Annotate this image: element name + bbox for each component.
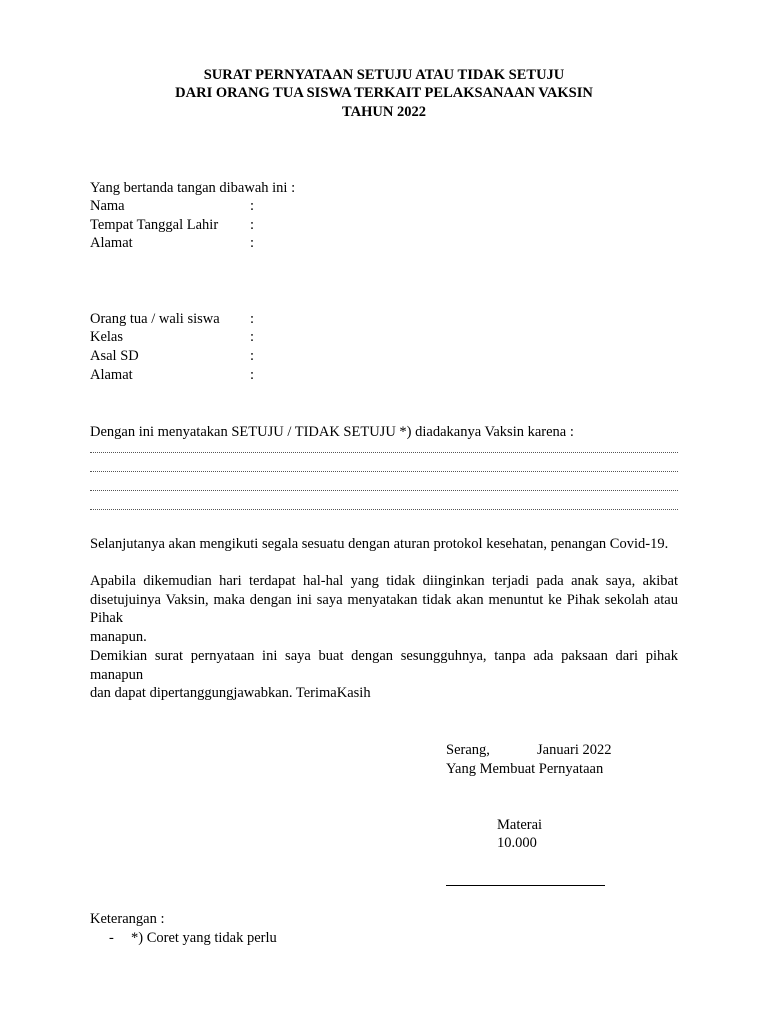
dotted-fill-line xyxy=(90,452,678,453)
field-colon: : xyxy=(250,198,255,214)
paragraph-liability xyxy=(90,572,678,646)
paragraph-liability-end: manapun. xyxy=(90,628,147,645)
field-label-alamat-siswa: Alamat xyxy=(90,367,133,383)
paragraph-liability-body: Apabila dikemudian hari terdapat hal-hal yang tidak diinginkan terjadi pada anak saya, akibat disetujuinya Vaksin, maka dengan ini saya menyatakan tidak akan menuntut ke Pihak sekolah atau Pihak xyxy=(90,573,678,626)
dotted-fill-line xyxy=(90,490,678,491)
field-colon: : xyxy=(250,217,255,233)
notes-bullet: - xyxy=(109,930,114,946)
field-label-orang-tua: Orang tua / wali siswa xyxy=(90,311,220,327)
intro-text: Yang bertanda tangan dibawah ini : xyxy=(90,180,296,196)
signature-date: Januari 2022 xyxy=(537,742,612,758)
field-label-asal-sd: Asal SD xyxy=(90,348,139,364)
stamp-label: Materai xyxy=(497,817,543,833)
paragraph-closing-end: dan dapat dipertanggungjawabkan. TerimaKasih xyxy=(90,685,371,701)
title-line-3: TAHUN 2022 xyxy=(342,104,426,120)
title-line-2: DARI ORANG TUA SISWA TERKAIT PELAKSANAAN VAKSIN xyxy=(175,85,593,101)
signature-city: Serang, xyxy=(446,742,490,758)
signature-maker: Yang Membuat Pernyataan xyxy=(446,761,604,777)
field-label-alamat: Alamat xyxy=(90,235,133,251)
field-label-kelas: Kelas xyxy=(90,329,124,345)
field-label-ttl: Tempat Tanggal Lahir xyxy=(90,217,219,233)
field-colon: : xyxy=(250,235,255,251)
signature-line xyxy=(446,885,605,886)
field-label-nama: Nama xyxy=(90,198,125,214)
statement-text: Dengan ini menyatakan SETUJU / TIDAK SETUJU *) diadakanya Vaksin karena : xyxy=(90,424,574,440)
field-colon: : xyxy=(250,329,255,345)
paragraph-closing xyxy=(90,647,678,703)
notes-heading: Keterangan : xyxy=(90,911,165,927)
field-colon: : xyxy=(250,348,255,364)
paragraph-protocol: Selanjutanya akan mengikuti segala sesuatu dengan aturan protokol kesehatan, penangan Covid-19. xyxy=(90,536,669,552)
title-line-1: SURAT PERNYATAAN SETUJU ATAU TIDAK SETUJU xyxy=(203,67,565,83)
field-colon: : xyxy=(250,311,255,327)
dotted-fill-line xyxy=(90,509,678,510)
stamp-value: 10.000 xyxy=(497,835,537,851)
dotted-fill-line xyxy=(90,471,678,472)
paragraph-closing-body: Demikian surat pernyataan ini saya buat dengan sesungguhnya, tanpa ada paksaan dari pihak manapun xyxy=(90,648,678,683)
field-colon: : xyxy=(250,367,255,383)
notes-item: *) Coret yang tidak perlu xyxy=(131,930,277,946)
